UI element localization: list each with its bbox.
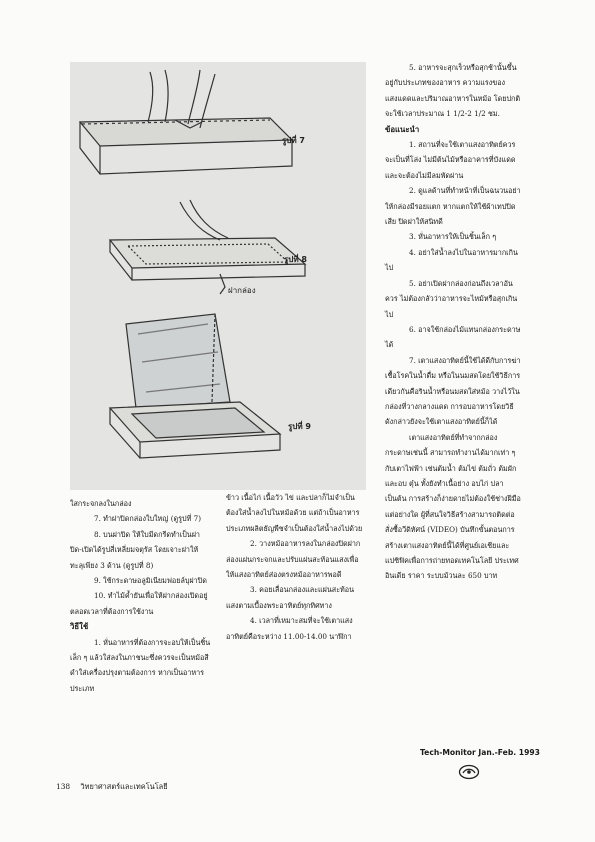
solar-box-illustration <box>70 62 366 490</box>
illustration-panel <box>70 62 366 490</box>
paragraph: 2. ดูแลด้านที่ทำหน้าที่เป็นฉนวนอย่าให้กล่องมีรอยแตก หากแตกให้ใช้ผ้าเทปปิดเสีย ปิดฝาให้สนิทดี <box>385 186 521 227</box>
paragraph: 5. อาหารจะสุกเร็วหรือสุกช้านั้นขึ้นอยู่กับประเภทของอาหาร ความแรงของแสงแดดและปริมาณอาหารในหม้อ โดยปกติจะใช้เวลาประมาณ 1 1/2-2 1/2 ชม. <box>385 63 521 119</box>
paragraph: 5. อย่าเปิดฝากล่องก่อนถึงเวลาอันควร ไม่ต้องกลัวว่าอาหารจะไหม้หรือสุกเกินไป <box>385 278 518 319</box>
paragraph: เตาแสงอาทิตย์ที่ทำจากกล่องกระดาษเช่นนี้ สามารถทำงานได้มากเท่า ๆ กับเตาไฟฟ้า เช่นต้มน้ำ ต้มไข่ ต้มถั่ว ต้มผักและอบ ตุ๋น ทั้งยังทำเนื้อย่าง อบไก่ ปลา เป็นต้น การสร้างก็ง่ายดายไม่ต้องใช้ช่างฝีมือแต่อย่างใด ผู้ที่สนใจวิธีสร้างสามารถติดต่อสั่งซื้อวีดิทัศน์ (VIDEO) บันทึกขั้นตอนการสร้างเตาแสงอาทิตย์นี้ได้ที่ศูนย์เอเชียและแปซิฟิคเพื่อการถ่ายทอดเทคโนโลยี ประเทศอินเดีย ราคา ระบบม้วนละ 650 บาท <box>385 432 521 581</box>
paragraph: ใสกระจกลงในกล่อง <box>70 499 132 508</box>
section-heading-advice: ข้อแนะนำ <box>385 124 420 134</box>
paragraph: 4. อย่าใส่น้ำลงไปในอาหารมากเกินไป <box>385 247 518 273</box>
paragraph: 6. อาจใช้กล่องไม้แทนกล่องกระดาษได้ <box>385 324 521 350</box>
paragraph: 7. ทำฝาปิดกล่องใบใหญ่ (ดูรูปที่ 7) <box>94 514 201 524</box>
page-number: 138 <box>56 782 71 791</box>
lid-label: ฝากล่อง <box>228 286 256 295</box>
paragraph: 1. หั่นอาหารที่ต้องการจะอบให้เป็นชิ้นเล็ก ๆ แล้วใส่ลงในภาชนะซึ่งควรจะเป็นหม้อสีดำใส่เครื่องปรุงตามต้องการ หากเป็นอาหารประเภท <box>70 637 211 693</box>
source-citation: Tech-Monitor Jan.-Feb. 1993 <box>420 748 540 757</box>
section-heading-usage: วิธีใช้ <box>70 622 89 632</box>
figure-8-label: รูปที่ 8 <box>284 255 307 264</box>
emblem-icon <box>458 764 480 780</box>
right-text-column <box>385 60 521 584</box>
page-footer <box>56 781 168 793</box>
paragraph: 3. หั่นอาหารให้เป็นชิ้นเล็ก ๆ <box>409 232 497 242</box>
paragraph: ข้าว เนื้อไก่ เนื้อวัว ไข่ และปลาก็ไม่จำเป็นต้องใส่น้ำลงไปในหม้อด้วย แต่ถ้าเป็นอาหารประเภทผลิตธัญพืชจำเป็นต้องใส่น้ำลงไปด้วย <box>226 493 363 533</box>
paragraph: 10. ทำไม้ค้ำยันเพื่อให้ฝากล่องเปิดอยู่ตลอดเวลาที่ต้องการใช้งาน <box>70 591 208 616</box>
paragraph: 3. คอยเลื่อนกล่องและแผ่นสะท้อนแสงตามเบื้องพระอาทิตย์ทุกทิศทาง <box>226 585 355 610</box>
paragraph: 8. บนฝาปิด ให้ใบมีดกรีดทำเป็นฝาปิด-เปิดได้รูปสี่เหลี่ยมจตุรัส โดยเจาะฝาให้ทะลุเพียง 3 ด้าน (ดูรูปที่ 8) <box>70 529 200 570</box>
middle-text-column <box>226 490 366 644</box>
paragraph: 2. วางหม้ออาหารลงในกล่องปิดฝากล่องแผ่นกระจกและปรับแผ่นสะท้อนแสงเพื่อให้แสงอาทิตย์ส่องตรงหม้ออาหารพอดี <box>226 539 361 580</box>
figure-9-label: รูปที่ 9 <box>288 422 311 431</box>
paragraph: 9. ใช้กระดาษอลูมิเนียมฟอยล์บุฝาปิด <box>94 576 207 586</box>
paragraph: 1. สถานที่จะใช้เตาแสงอาทิตย์ควรจะเป็นที่โล่ง ไม่มีต้นไม้หรืออาคารที่บังแดดและจะต้องไม่มีลมพัดผ่าน <box>385 140 516 180</box>
paragraph: 7. เตาแสงอาทิตย์นี้ใช้ได้ดีกับการฆ่าเชื้อโรคในน้ำดื่ม หรือในนมสดโดยใช้วิธีการเดียวกันคือรินน้ำหรือนมสดใส่หม้อ วางไว้ในกล่องที่วางกลางแดด การอบอาหารโดยวิธีดังกล่าวยังจะใช้เตาแสงอาทิตย์นี้ก็ได้ <box>385 355 521 427</box>
journal-name: วิทยาศาสตร์และเทคโนโลยี <box>80 782 168 791</box>
figure-7-label: รูปที่ 7 <box>282 136 305 145</box>
left-text-column <box>70 496 211 696</box>
paragraph: 4. เวลาที่เหมาะสมที่จะใช้เตาแสงอาทิตย์คือระหว่าง 11.00-14.00 นาฬิกา <box>226 616 353 641</box>
